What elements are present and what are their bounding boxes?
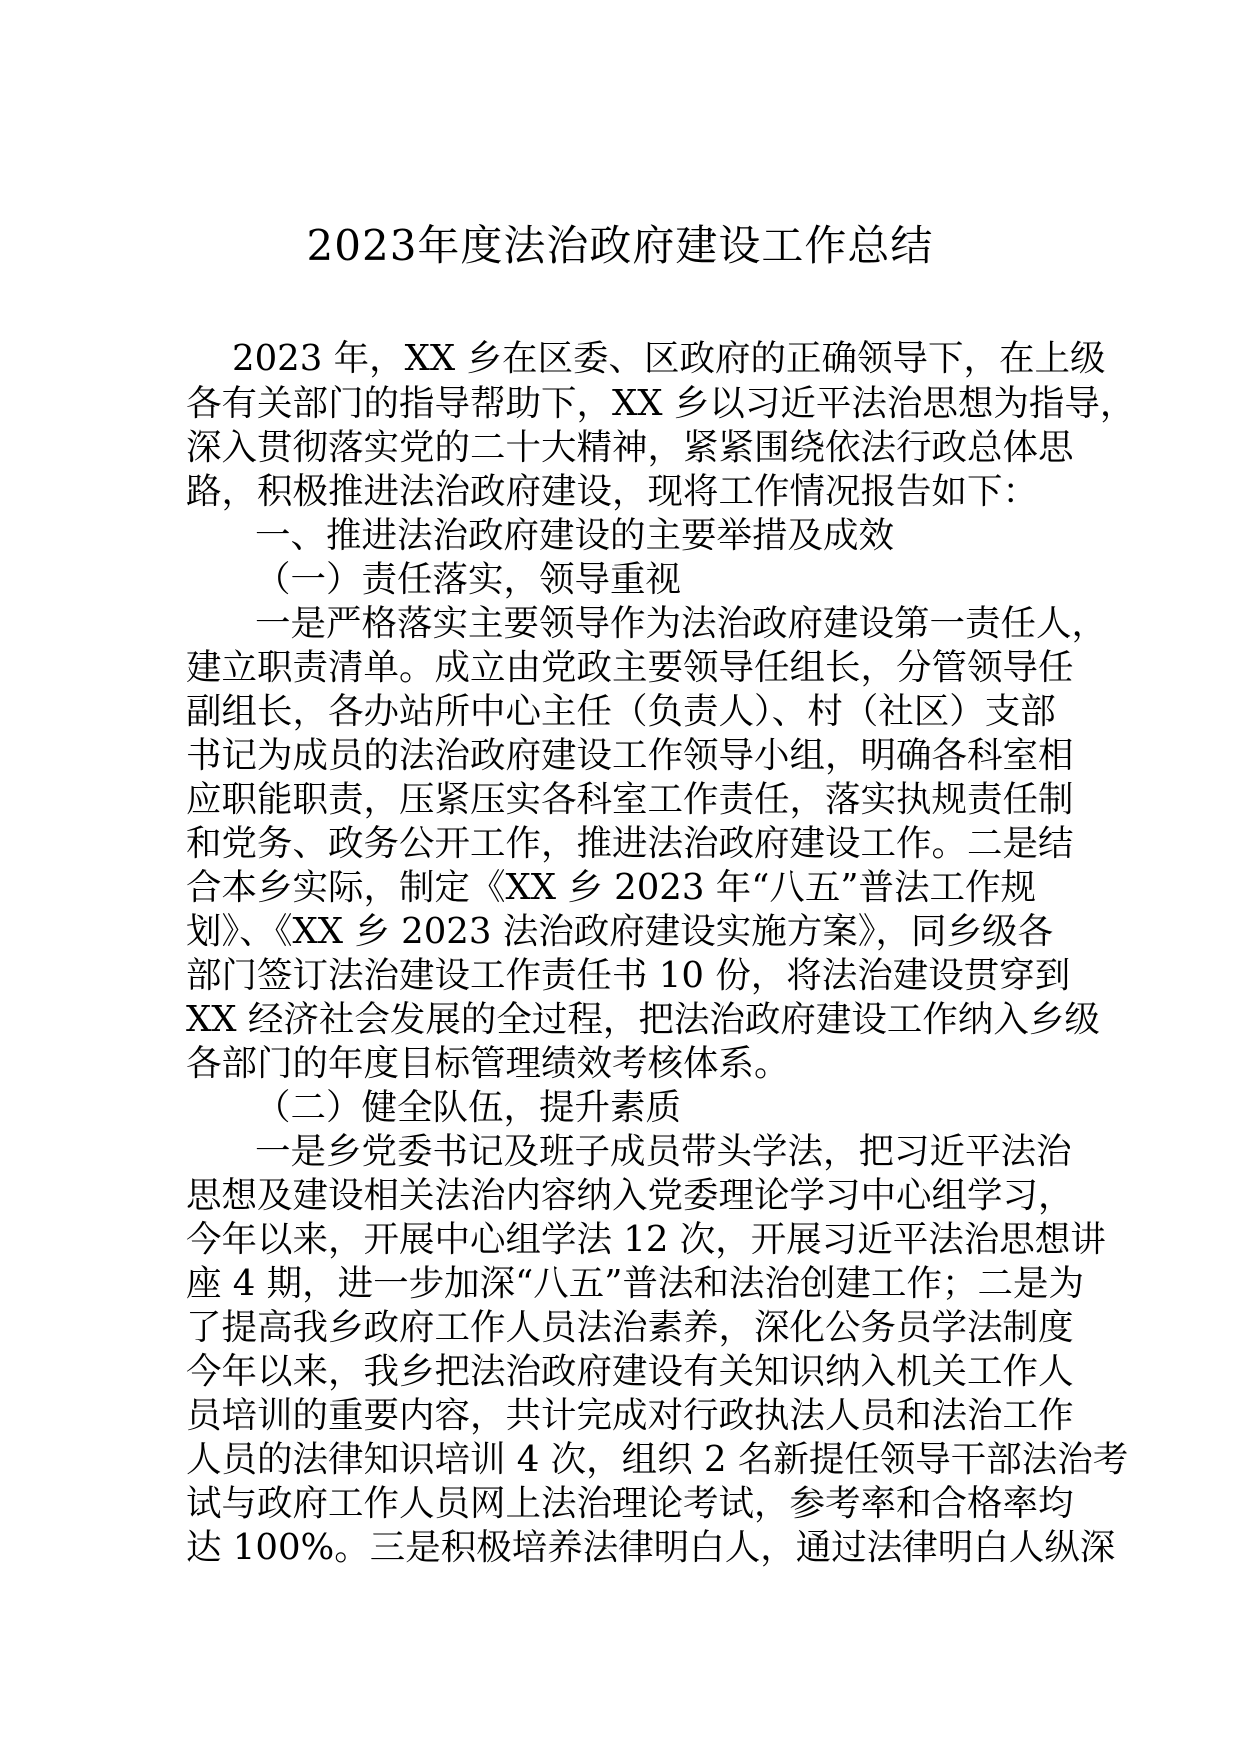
text-line: 思想及建设相关法治内容纳入党委理论学习中心组学习， xyxy=(186,1175,1074,1216)
text-line: 达 100%。三是积极培养法律明白人，通过法律明白人纵深 xyxy=(186,1527,1116,1568)
text-line: 应职能职责，压紧压实各科室工作责任，落实执规责任制 xyxy=(186,779,1074,820)
text-line: 路，积极推进法治政府建设，现将工作情况报告如下： xyxy=(186,471,1039,512)
text-line: 试与政府工作人员网上法治理论考试，参考率和合格率均 xyxy=(186,1483,1074,1524)
text-line: 今年以来，开展中心组学法 12 次，开展习近平法治思想讲 xyxy=(186,1219,1106,1260)
text-line: 今年以来，我乡把法治政府建设有关知识纳入机关工作人 xyxy=(186,1351,1074,1392)
text-line: 建立职责清单。成立由党政主要领导任组长，分管领导任 xyxy=(186,647,1074,688)
text-line: 和党务、政务公开工作，推进法治政府建设工作。二是结 xyxy=(186,823,1074,864)
text-line: 座 4 期，进一步加深“八五”普法和法治创建工作；二是为 xyxy=(186,1263,1084,1304)
text-line: 副组长，各办站所中心主任（负责人）、村（社区）支部 xyxy=(186,691,1056,732)
document-title: 2023年度法治政府建设工作总结 xyxy=(306,221,934,270)
text-line: 人员的法律知识培训 4 次，组织 2 名新提任领导干部法治考 xyxy=(186,1439,1129,1480)
text-line: 深入贯彻落实党的二十大精神，紧紧围绕依法行政总体思 xyxy=(186,427,1074,468)
subsection-heading: （一）责任落实，领导重视 xyxy=(255,559,682,600)
section-heading: 一、推进法治政府建设的主要举措及成效 xyxy=(255,515,895,556)
text-line: 合本乡实际，制定《XX 乡 2023 年“八五”普法工作规 xyxy=(186,867,1037,908)
text-line: 2023 年，XX 乡在区委、区政府的正确领导下，在上级 xyxy=(232,338,1106,379)
subsection-heading: （二）健全队伍，提升素质 xyxy=(255,1087,682,1128)
text-line: 一是乡党委书记及班子成员带头学法，把习近平法治 xyxy=(255,1131,1072,1172)
text-line: 员培训的重要内容，共计完成对行政执法人员和法治工作 xyxy=(186,1395,1074,1436)
text-line: 一是严格落实主要领导作为法治政府建设第一责任人， xyxy=(255,603,1108,644)
text-line: 各有关部门的指导帮助下，XX 乡以习近平法治思想为指导， xyxy=(186,383,1136,424)
text-line: 各部门的年度目标管理绩效考核体系。 xyxy=(186,1043,790,1084)
text-line: 划》、《XX 乡 2023 法治政府建设实施方案》，同乡级各 xyxy=(186,911,1053,952)
text-line: XX 经济社会发展的全过程，把法治政府建设工作纳入乡级 xyxy=(186,999,1100,1040)
text-line: 部门签订法治建设工作责任书 10 份，将法治建设贯穿到 xyxy=(186,955,1071,996)
text-line: 书记为成员的法治政府建设工作领导小组，明确各科室相 xyxy=(186,735,1074,776)
text-line: 了提高我乡政府工作人员法治素养，深化公务员学法制度 xyxy=(186,1307,1074,1348)
